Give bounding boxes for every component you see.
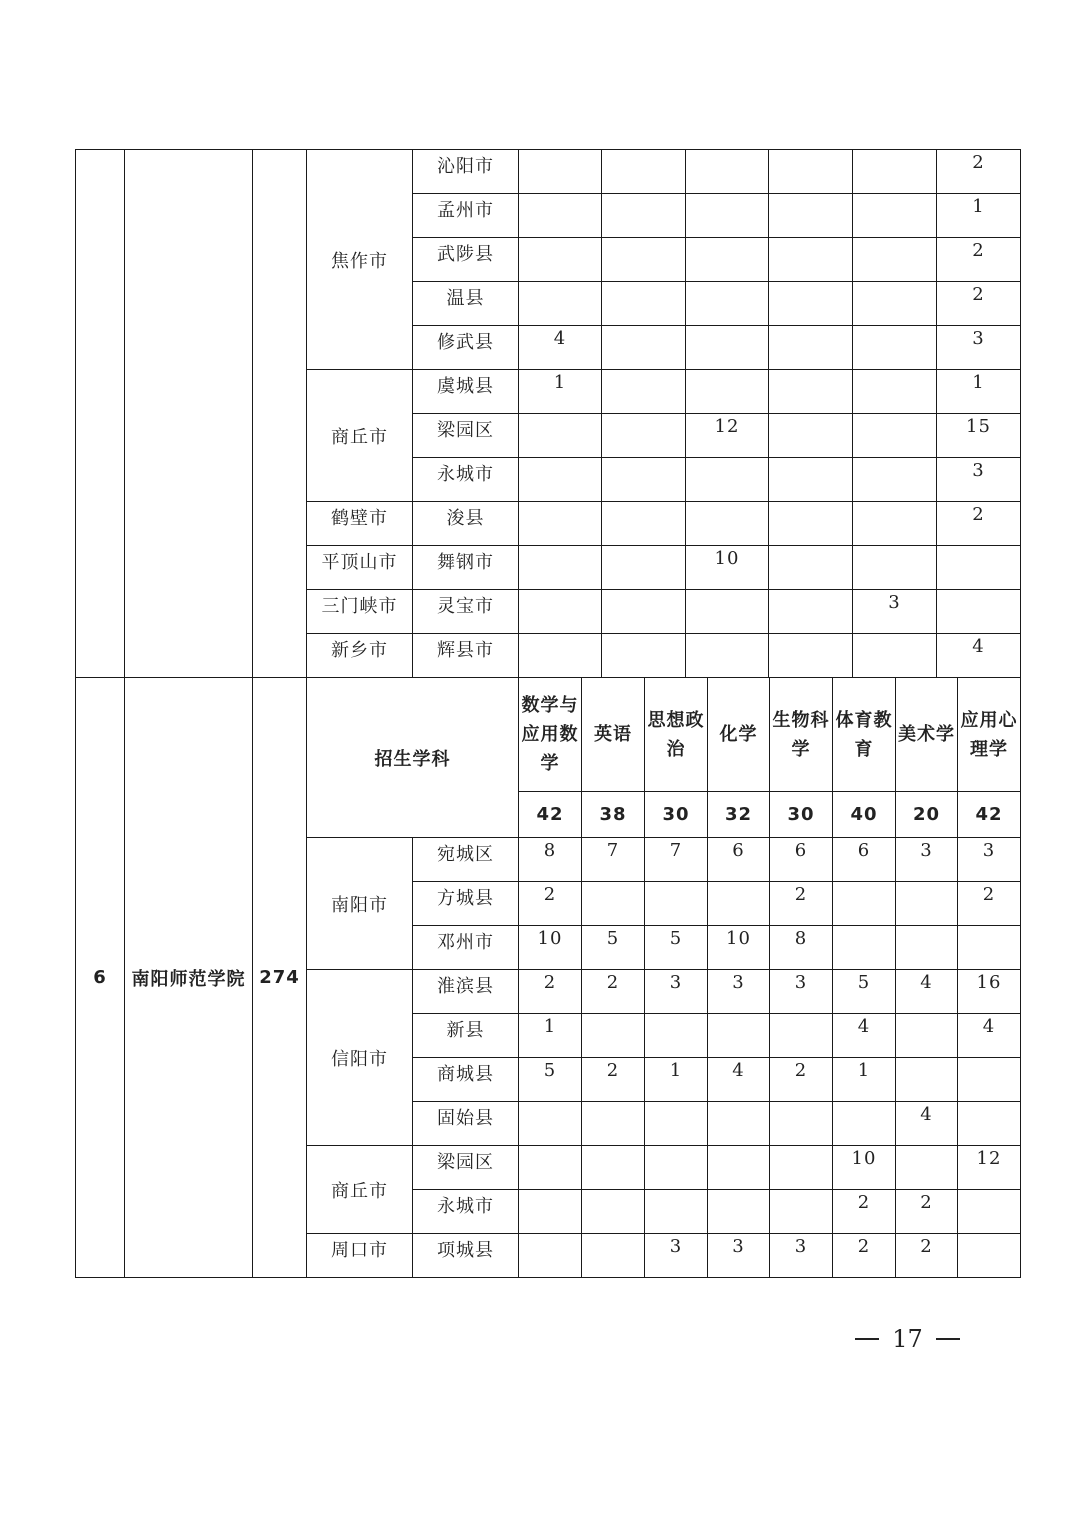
value-cell: [958, 926, 1021, 970]
value-cell: [708, 882, 770, 926]
value-cell: 6: [833, 838, 896, 882]
value-cell: [853, 414, 937, 458]
value-cell: [937, 546, 1021, 590]
county-cell: 舞钢市: [413, 546, 519, 590]
value-cell: 5: [645, 926, 708, 970]
value-cell: 4: [937, 634, 1021, 678]
value-cell: 2: [896, 1190, 958, 1234]
page-footer: [855, 1325, 960, 1353]
value-cell: [769, 238, 853, 282]
subject-header: 体育教 育: [833, 678, 896, 792]
county-cell: 浚县: [413, 502, 519, 546]
county-cell: 新县: [413, 1014, 519, 1058]
value-cell: [519, 414, 602, 458]
value-cell: [519, 1102, 582, 1146]
county-cell: 邓州市: [413, 926, 519, 970]
value-cell: 7: [645, 838, 708, 882]
value-cell: 2: [519, 970, 582, 1014]
value-cell: [769, 546, 853, 590]
value-cell: 8: [519, 838, 582, 882]
value-cell: [686, 370, 769, 414]
value-cell: 15: [937, 414, 1021, 458]
county-cell: 梁园区: [413, 414, 519, 458]
value-cell: [708, 1014, 770, 1058]
subject-header: 生物科 学: [770, 678, 833, 792]
subject-header: 化学: [708, 678, 770, 792]
value-cell: [853, 546, 937, 590]
value-cell: 2: [937, 282, 1021, 326]
subject-quota: 42: [519, 792, 582, 838]
county-cell: 武陟县: [413, 238, 519, 282]
value-cell: 2: [519, 882, 582, 926]
value-cell: 3: [645, 1234, 708, 1278]
value-cell: [853, 194, 937, 238]
subject-quota: 30: [645, 792, 708, 838]
value-cell: [853, 634, 937, 678]
value-cell: [708, 1146, 770, 1190]
value-cell: [770, 1190, 833, 1234]
value-cell: 4: [708, 1058, 770, 1102]
county-cell: 辉县市: [413, 634, 519, 678]
value-cell: [645, 1014, 708, 1058]
city-cell: 南阳市: [307, 838, 413, 970]
value-cell: 3: [896, 838, 958, 882]
value-cell: [896, 1058, 958, 1102]
value-cell: 12: [686, 414, 769, 458]
quota-table-school-6: [75, 677, 1021, 1278]
value-cell: [519, 150, 602, 194]
value-cell: [769, 590, 853, 634]
value-cell: 5: [833, 970, 896, 1014]
value-cell: 10: [708, 926, 770, 970]
value-cell: [833, 926, 896, 970]
subject-header: 英语: [582, 678, 645, 792]
value-cell: [853, 326, 937, 370]
value-cell: [519, 546, 602, 590]
subject-header-label: 招生学科: [307, 678, 519, 838]
seq-cell: 6: [76, 678, 125, 1278]
value-cell: [937, 590, 1021, 634]
value-cell: [519, 1146, 582, 1190]
value-cell: 4: [896, 1102, 958, 1146]
page-number: 17: [892, 1325, 923, 1353]
value-cell: 2: [937, 238, 1021, 282]
value-cell: [519, 194, 602, 238]
value-cell: 1: [645, 1058, 708, 1102]
value-cell: [582, 1234, 645, 1278]
value-cell: 4: [519, 326, 602, 370]
value-cell: 10: [519, 926, 582, 970]
value-cell: [582, 1190, 645, 1234]
value-cell: [896, 1014, 958, 1058]
value-cell: [519, 1190, 582, 1234]
county-cell: 虞城县: [413, 370, 519, 414]
value-cell: [602, 238, 686, 282]
subject-quota: 38: [582, 792, 645, 838]
value-cell: [602, 458, 686, 502]
subject-header: 美术学: [896, 678, 958, 792]
value-cell: 3: [958, 838, 1021, 882]
value-cell: [770, 1146, 833, 1190]
value-cell: 5: [582, 926, 645, 970]
value-cell: [582, 1146, 645, 1190]
value-cell: [519, 1234, 582, 1278]
city-cell: 焦作市: [307, 150, 413, 370]
value-cell: 2: [582, 1058, 645, 1102]
county-cell: 梁园区: [413, 1146, 519, 1190]
value-cell: [686, 326, 769, 370]
value-cell: 2: [833, 1190, 896, 1234]
value-cell: 2: [770, 882, 833, 926]
school-name: 南阳师范学院: [125, 678, 253, 1278]
value-cell: [853, 458, 937, 502]
value-cell: [896, 882, 958, 926]
value-cell: [686, 458, 769, 502]
value-cell: [686, 150, 769, 194]
value-cell: [769, 414, 853, 458]
county-cell: 固始县: [413, 1102, 519, 1146]
value-cell: 2: [937, 502, 1021, 546]
county-cell: 修武县: [413, 326, 519, 370]
value-cell: [686, 282, 769, 326]
value-cell: [582, 1014, 645, 1058]
value-cell: [769, 458, 853, 502]
value-cell: [708, 1102, 770, 1146]
county-cell: 温县: [413, 282, 519, 326]
subject-quota: 20: [896, 792, 958, 838]
value-cell: 6: [708, 838, 770, 882]
value-cell: [958, 1190, 1021, 1234]
value-cell: [853, 238, 937, 282]
footer-dash-left: [855, 1338, 879, 1340]
value-cell: 1: [833, 1058, 896, 1102]
total-cell: [253, 150, 307, 678]
value-cell: [769, 634, 853, 678]
value-cell: [833, 882, 896, 926]
value-cell: [686, 194, 769, 238]
value-cell: [958, 1234, 1021, 1278]
value-cell: 3: [770, 970, 833, 1014]
value-cell: [853, 282, 937, 326]
value-cell: [853, 150, 937, 194]
value-cell: [519, 634, 602, 678]
value-cell: 1: [937, 370, 1021, 414]
value-cell: [602, 326, 686, 370]
school-cell: [125, 150, 253, 678]
value-cell: 16: [958, 970, 1021, 1014]
value-cell: [686, 634, 769, 678]
footer-dash-right: [936, 1338, 960, 1340]
value-cell: [770, 1014, 833, 1058]
value-cell: 4: [833, 1014, 896, 1058]
city-cell: 平顶山市: [307, 546, 413, 590]
value-cell: [769, 282, 853, 326]
value-cell: [769, 502, 853, 546]
value-cell: [602, 590, 686, 634]
value-cell: 3: [645, 970, 708, 1014]
value-cell: 10: [686, 546, 769, 590]
city-cell: 信阳市: [307, 970, 413, 1146]
value-cell: 3: [853, 590, 937, 634]
value-cell: [602, 194, 686, 238]
value-cell: 5: [519, 1058, 582, 1102]
value-cell: [770, 1102, 833, 1146]
value-cell: 1: [519, 1014, 582, 1058]
value-cell: [519, 282, 602, 326]
city-cell: 新乡市: [307, 634, 413, 678]
subject-quota: 42: [958, 792, 1021, 838]
quota-table-continued: [75, 149, 1021, 678]
value-cell: [833, 1102, 896, 1146]
county-cell: 灵宝市: [413, 590, 519, 634]
subject-quota: 40: [833, 792, 896, 838]
value-cell: 2: [833, 1234, 896, 1278]
value-cell: 2: [958, 882, 1021, 926]
value-cell: [853, 502, 937, 546]
value-cell: 1: [519, 370, 602, 414]
value-cell: [769, 194, 853, 238]
value-cell: [519, 238, 602, 282]
value-cell: [958, 1102, 1021, 1146]
value-cell: [602, 370, 686, 414]
value-cell: [602, 634, 686, 678]
value-cell: [769, 326, 853, 370]
county-cell: 孟州市: [413, 194, 519, 238]
county-cell: 沁阳市: [413, 150, 519, 194]
total-quota: 274: [253, 678, 307, 1278]
value-cell: [602, 546, 686, 590]
subject-quota: 32: [708, 792, 770, 838]
value-cell: [686, 238, 769, 282]
subject-header: 应用心 理学: [958, 678, 1021, 792]
value-cell: 3: [708, 1234, 770, 1278]
value-cell: 2: [770, 1058, 833, 1102]
value-cell: [602, 414, 686, 458]
value-cell: 2: [896, 1234, 958, 1278]
value-cell: [896, 926, 958, 970]
value-cell: [686, 590, 769, 634]
value-cell: [769, 150, 853, 194]
value-cell: [853, 370, 937, 414]
value-cell: [602, 150, 686, 194]
value-cell: 7: [582, 838, 645, 882]
value-cell: 6: [770, 838, 833, 882]
value-cell: 4: [958, 1014, 1021, 1058]
subject-header-row: [76, 678, 1021, 792]
value-cell: [645, 1190, 708, 1234]
seq-cell: [76, 150, 125, 678]
value-cell: [519, 458, 602, 502]
value-cell: 3: [937, 326, 1021, 370]
value-cell: 8: [770, 926, 833, 970]
value-cell: [896, 1146, 958, 1190]
value-cell: [645, 1102, 708, 1146]
value-cell: [519, 502, 602, 546]
value-cell: 12: [958, 1146, 1021, 1190]
value-cell: [582, 882, 645, 926]
value-cell: 3: [937, 458, 1021, 502]
value-cell: 3: [708, 970, 770, 1014]
value-cell: [645, 882, 708, 926]
city-cell: 鹤壁市: [307, 502, 413, 546]
value-cell: [958, 1058, 1021, 1102]
county-cell: 商城县: [413, 1058, 519, 1102]
city-cell: 三门峡市: [307, 590, 413, 634]
value-cell: [708, 1190, 770, 1234]
value-cell: 10: [833, 1146, 896, 1190]
county-cell: 永城市: [413, 1190, 519, 1234]
subject-quota: 30: [770, 792, 833, 838]
value-cell: 1: [937, 194, 1021, 238]
county-cell: 方城县: [413, 882, 519, 926]
value-cell: 4: [896, 970, 958, 1014]
value-cell: 2: [937, 150, 1021, 194]
value-cell: [645, 1146, 708, 1190]
value-cell: 2: [582, 970, 645, 1014]
subject-header: 数学与 应用数 学: [519, 678, 582, 792]
value-cell: [602, 282, 686, 326]
city-cell: 商丘市: [307, 370, 413, 502]
city-cell: 商丘市: [307, 1146, 413, 1234]
county-cell: 项城县: [413, 1234, 519, 1278]
city-cell: 周口市: [307, 1234, 413, 1278]
table-row: [76, 150, 1021, 194]
value-cell: [686, 502, 769, 546]
value-cell: [582, 1102, 645, 1146]
county-cell: 淮滨县: [413, 970, 519, 1014]
value-cell: 3: [770, 1234, 833, 1278]
subject-header: 思想政 治: [645, 678, 708, 792]
value-cell: [769, 370, 853, 414]
county-cell: 永城市: [413, 458, 519, 502]
value-cell: [519, 590, 602, 634]
value-cell: [602, 502, 686, 546]
county-cell: 宛城区: [413, 838, 519, 882]
